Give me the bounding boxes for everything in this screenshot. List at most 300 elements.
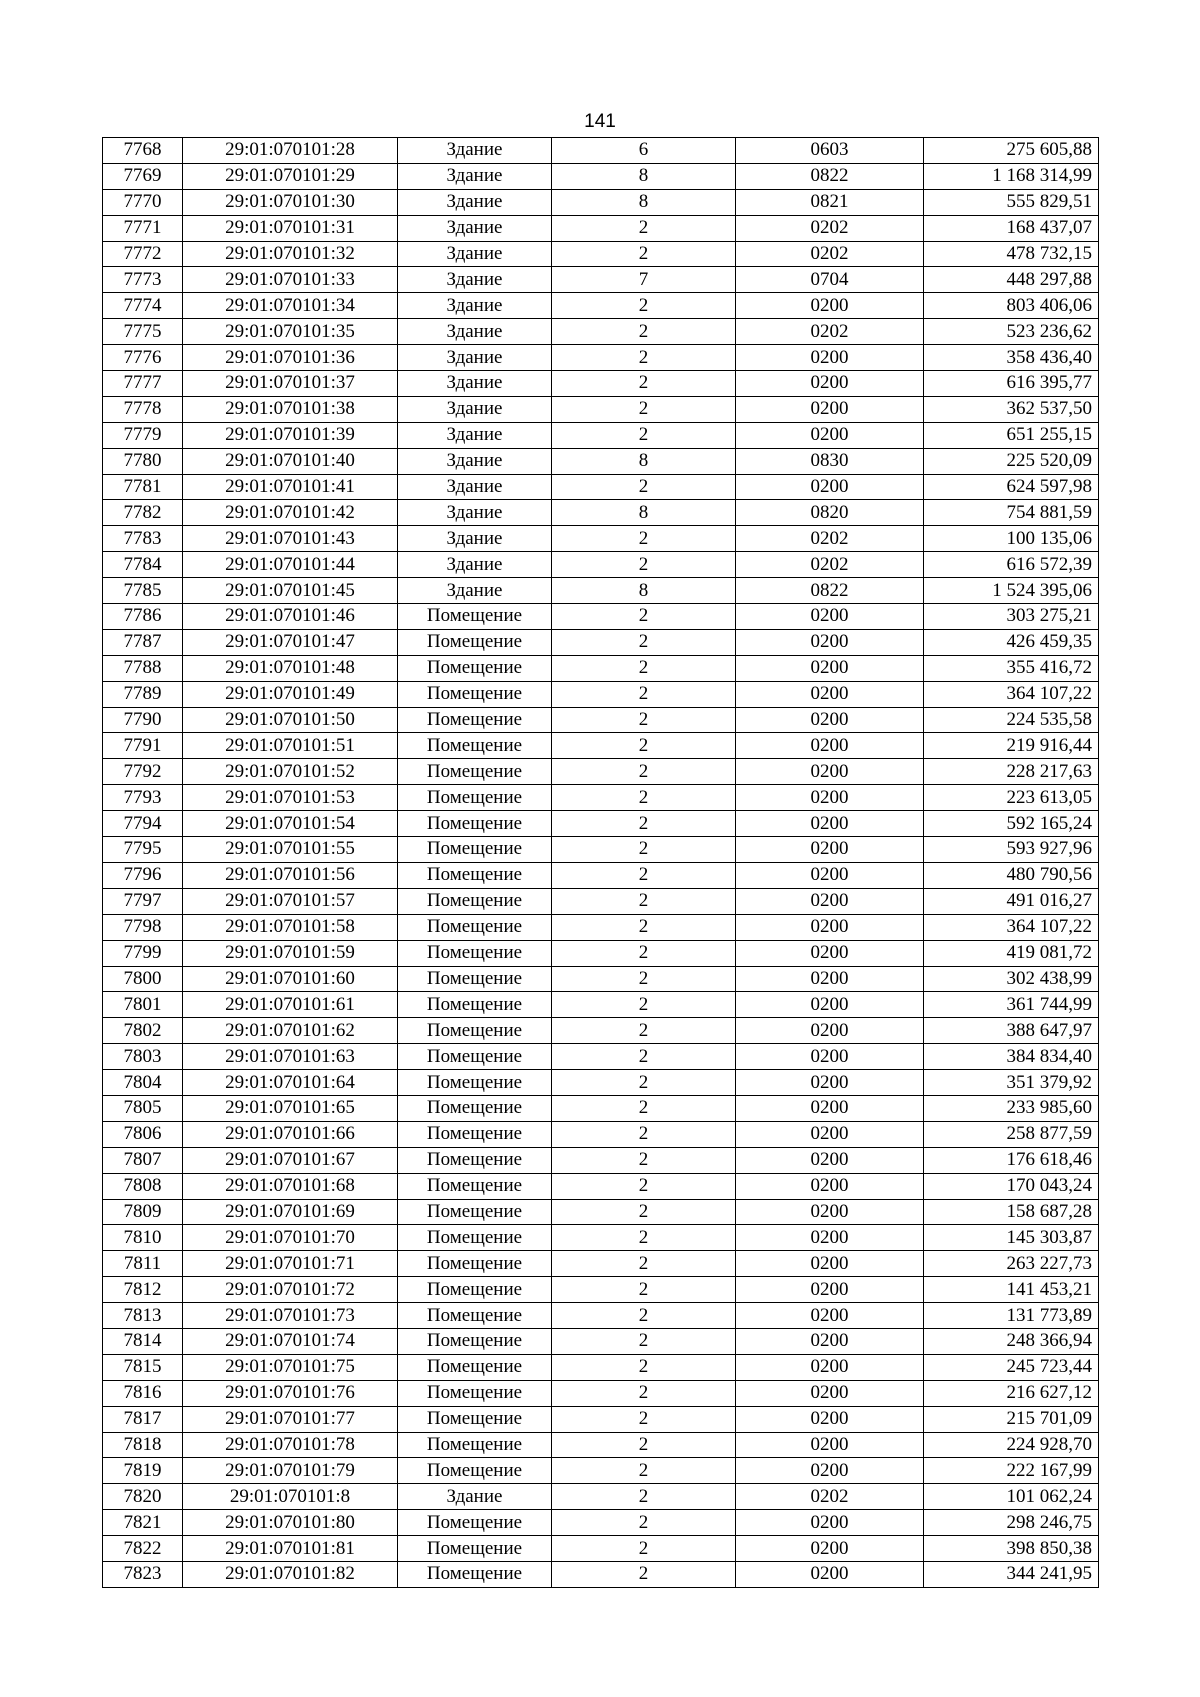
code-cell: 0202 bbox=[736, 552, 924, 578]
group-cell: 2 bbox=[552, 1147, 736, 1173]
cadastral-value-cell: 364 107,22 bbox=[924, 681, 1099, 707]
group-cell: 2 bbox=[552, 966, 736, 992]
cadastral-value-cell: 258 877,59 bbox=[924, 1121, 1099, 1147]
row-number-cell: 7805 bbox=[103, 1095, 183, 1121]
table-row bbox=[103, 1277, 1099, 1303]
cadastral-value-cell: 616 572,39 bbox=[924, 552, 1099, 578]
group-cell: 2 bbox=[552, 319, 736, 345]
table-row bbox=[103, 1380, 1099, 1406]
cadastral-number-cell: 29:01:070101:80 bbox=[183, 1510, 398, 1536]
cadastral-value-cell: 233 985,60 bbox=[924, 1095, 1099, 1121]
group-cell: 2 bbox=[552, 1044, 736, 1070]
code-cell: 0200 bbox=[736, 1303, 924, 1329]
cadastral-value-cell: 223 613,05 bbox=[924, 785, 1099, 811]
row-number-cell: 7786 bbox=[103, 604, 183, 630]
row-number-cell: 7769 bbox=[103, 163, 183, 189]
table-row bbox=[103, 1147, 1099, 1173]
object-type-cell: Помещение bbox=[398, 629, 552, 655]
object-type-cell: Помещение bbox=[398, 1510, 552, 1536]
group-cell: 2 bbox=[552, 1199, 736, 1225]
cadastral-number-cell: 29:01:070101:76 bbox=[183, 1380, 398, 1406]
object-type-cell: Здание bbox=[398, 138, 552, 164]
group-cell: 2 bbox=[552, 1095, 736, 1121]
cadastral-number-cell: 29:01:070101:68 bbox=[183, 1173, 398, 1199]
row-number-cell: 7782 bbox=[103, 500, 183, 526]
cadastral-number-cell: 29:01:070101:33 bbox=[183, 267, 398, 293]
cadastral-value-cell: 426 459,35 bbox=[924, 629, 1099, 655]
cadastral-number-cell: 29:01:070101:43 bbox=[183, 526, 398, 552]
cadastral-value-cell: 358 436,40 bbox=[924, 345, 1099, 371]
table-row bbox=[103, 138, 1099, 164]
cadastral-number-cell: 29:01:070101:75 bbox=[183, 1354, 398, 1380]
cadastral-value-cell: 245 723,44 bbox=[924, 1354, 1099, 1380]
group-cell: 2 bbox=[552, 862, 736, 888]
object-type-cell: Помещение bbox=[398, 966, 552, 992]
cadastral-value-cell: 803 406,06 bbox=[924, 293, 1099, 319]
code-cell: 0202 bbox=[736, 526, 924, 552]
cadastral-number-cell: 29:01:070101:40 bbox=[183, 448, 398, 474]
cadastral-number-cell: 29:01:070101:45 bbox=[183, 578, 398, 604]
cadastral-number-cell: 29:01:070101:8 bbox=[183, 1484, 398, 1510]
code-cell: 0200 bbox=[736, 707, 924, 733]
code-cell: 0200 bbox=[736, 655, 924, 681]
row-number-cell: 7770 bbox=[103, 189, 183, 215]
cadastral-value-cell: 248 366,94 bbox=[924, 1328, 1099, 1354]
table-row bbox=[103, 1536, 1099, 1562]
row-number-cell: 7822 bbox=[103, 1536, 183, 1562]
cadastral-value-cell: 523 236,62 bbox=[924, 319, 1099, 345]
group-cell: 2 bbox=[552, 345, 736, 371]
cadastral-number-cell: 29:01:070101:82 bbox=[183, 1561, 398, 1587]
object-type-cell: Помещение bbox=[398, 940, 552, 966]
cadastral-number-cell: 29:01:070101:72 bbox=[183, 1277, 398, 1303]
code-cell: 0202 bbox=[736, 215, 924, 241]
page-number: 141 bbox=[584, 111, 616, 132]
cadastral-number-cell: 29:01:070101:30 bbox=[183, 189, 398, 215]
code-cell: 0200 bbox=[736, 474, 924, 500]
group-cell: 7 bbox=[552, 267, 736, 293]
object-type-cell: Здание bbox=[398, 1484, 552, 1510]
code-cell: 0200 bbox=[736, 1380, 924, 1406]
group-cell: 8 bbox=[552, 448, 736, 474]
cadastral-value-cell: 480 790,56 bbox=[924, 862, 1099, 888]
row-number-cell: 7775 bbox=[103, 319, 183, 345]
group-cell: 2 bbox=[552, 1328, 736, 1354]
cadastral-value-cell: 302 438,99 bbox=[924, 966, 1099, 992]
code-cell: 0200 bbox=[736, 759, 924, 785]
object-type-cell: Здание bbox=[398, 526, 552, 552]
object-type-cell: Помещение bbox=[398, 992, 552, 1018]
cadastral-value-cell: 101 062,24 bbox=[924, 1484, 1099, 1510]
row-number-cell: 7800 bbox=[103, 966, 183, 992]
object-type-cell: Помещение bbox=[398, 733, 552, 759]
cadastral-value-cell: 168 437,07 bbox=[924, 215, 1099, 241]
table-row bbox=[103, 655, 1099, 681]
cadastral-number-cell: 29:01:070101:70 bbox=[183, 1225, 398, 1251]
code-cell: 0200 bbox=[736, 1277, 924, 1303]
group-cell: 2 bbox=[552, 1432, 736, 1458]
group-cell: 2 bbox=[552, 526, 736, 552]
group-cell: 2 bbox=[552, 1277, 736, 1303]
cadastral-number-cell: 29:01:070101:64 bbox=[183, 1070, 398, 1096]
code-cell: 0200 bbox=[736, 371, 924, 397]
table-row bbox=[103, 474, 1099, 500]
code-cell: 0200 bbox=[736, 1070, 924, 1096]
object-type-cell: Здание bbox=[398, 215, 552, 241]
table-row bbox=[103, 267, 1099, 293]
cadastral-number-cell: 29:01:070101:74 bbox=[183, 1328, 398, 1354]
table-row bbox=[103, 992, 1099, 1018]
row-number-cell: 7789 bbox=[103, 681, 183, 707]
group-cell: 2 bbox=[552, 837, 736, 863]
code-cell: 0200 bbox=[736, 1251, 924, 1277]
object-type-cell: Помещение bbox=[398, 1328, 552, 1354]
row-number-cell: 7791 bbox=[103, 733, 183, 759]
cadastral-number-cell: 29:01:070101:56 bbox=[183, 862, 398, 888]
cadastral-value-cell: 555 829,51 bbox=[924, 189, 1099, 215]
code-cell: 0200 bbox=[736, 1173, 924, 1199]
cadastral-number-cell: 29:01:070101:49 bbox=[183, 681, 398, 707]
cadastral-number-cell: 29:01:070101:35 bbox=[183, 319, 398, 345]
cadastral-value-cell: 216 627,12 bbox=[924, 1380, 1099, 1406]
cadastral-value-cell: 1 524 395,06 bbox=[924, 578, 1099, 604]
cadastral-number-cell: 29:01:070101:63 bbox=[183, 1044, 398, 1070]
code-cell: 0202 bbox=[736, 241, 924, 267]
cadastral-number-cell: 29:01:070101:60 bbox=[183, 966, 398, 992]
code-cell: 0200 bbox=[736, 837, 924, 863]
cadastral-value-cell: 1 168 314,99 bbox=[924, 163, 1099, 189]
object-type-cell: Помещение bbox=[398, 1303, 552, 1329]
row-number-cell: 7768 bbox=[103, 138, 183, 164]
cadastral-number-cell: 29:01:070101:57 bbox=[183, 888, 398, 914]
code-cell: 0200 bbox=[736, 1018, 924, 1044]
group-cell: 2 bbox=[552, 707, 736, 733]
cadastral-number-cell: 29:01:070101:44 bbox=[183, 552, 398, 578]
row-number-cell: 7814 bbox=[103, 1328, 183, 1354]
cadastral-number-cell: 29:01:070101:77 bbox=[183, 1406, 398, 1432]
cadastral-number-cell: 29:01:070101:39 bbox=[183, 422, 398, 448]
cadastral-number-cell: 29:01:070101:62 bbox=[183, 1018, 398, 1044]
row-number-cell: 7788 bbox=[103, 655, 183, 681]
row-number-cell: 7794 bbox=[103, 811, 183, 837]
cadastral-value-cell: 263 227,73 bbox=[924, 1251, 1099, 1277]
row-number-cell: 7795 bbox=[103, 837, 183, 863]
row-number-cell: 7796 bbox=[103, 862, 183, 888]
object-type-cell: Здание bbox=[398, 422, 552, 448]
object-type-cell: Помещение bbox=[398, 1070, 552, 1096]
code-cell: 0200 bbox=[736, 1406, 924, 1432]
row-number-cell: 7798 bbox=[103, 914, 183, 940]
object-type-cell: Помещение bbox=[398, 1277, 552, 1303]
table-row bbox=[103, 189, 1099, 215]
table-row bbox=[103, 1328, 1099, 1354]
object-type-cell: Помещение bbox=[398, 1173, 552, 1199]
group-cell: 2 bbox=[552, 215, 736, 241]
code-cell: 0200 bbox=[736, 1536, 924, 1562]
cadastral-value-cell: 491 016,27 bbox=[924, 888, 1099, 914]
object-type-cell: Помещение bbox=[398, 1018, 552, 1044]
object-type-cell: Помещение bbox=[398, 1354, 552, 1380]
row-number-cell: 7804 bbox=[103, 1070, 183, 1096]
cadastral-value-cell: 448 297,88 bbox=[924, 267, 1099, 293]
table-row bbox=[103, 629, 1099, 655]
cadastral-number-cell: 29:01:070101:37 bbox=[183, 371, 398, 397]
code-cell: 0200 bbox=[736, 396, 924, 422]
object-type-cell: Здание bbox=[398, 474, 552, 500]
code-cell: 0200 bbox=[736, 1225, 924, 1251]
group-cell: 2 bbox=[552, 733, 736, 759]
object-type-cell: Помещение bbox=[398, 811, 552, 837]
cadastral-value-cell: 388 647,97 bbox=[924, 1018, 1099, 1044]
cadastral-number-cell: 29:01:070101:47 bbox=[183, 629, 398, 655]
code-cell: 0603 bbox=[736, 138, 924, 164]
cadastral-value-cell: 145 303,87 bbox=[924, 1225, 1099, 1251]
code-cell: 0200 bbox=[736, 1095, 924, 1121]
code-cell: 0200 bbox=[736, 1044, 924, 1070]
row-number-cell: 7820 bbox=[103, 1484, 183, 1510]
table-row bbox=[103, 578, 1099, 604]
code-cell: 0200 bbox=[736, 914, 924, 940]
group-cell: 6 bbox=[552, 138, 736, 164]
object-type-cell: Помещение bbox=[398, 759, 552, 785]
table-row bbox=[103, 837, 1099, 863]
group-cell: 2 bbox=[552, 1510, 736, 1536]
code-cell: 0200 bbox=[736, 940, 924, 966]
group-cell: 2 bbox=[552, 1018, 736, 1044]
row-number-cell: 7772 bbox=[103, 241, 183, 267]
row-number-cell: 7784 bbox=[103, 552, 183, 578]
group-cell: 2 bbox=[552, 1303, 736, 1329]
row-number-cell: 7785 bbox=[103, 578, 183, 604]
cadastral-number-cell: 29:01:070101:53 bbox=[183, 785, 398, 811]
row-number-cell: 7802 bbox=[103, 1018, 183, 1044]
cadastral-number-cell: 29:01:070101:78 bbox=[183, 1432, 398, 1458]
code-cell: 0822 bbox=[736, 163, 924, 189]
row-number-cell: 7815 bbox=[103, 1354, 183, 1380]
group-cell: 2 bbox=[552, 1380, 736, 1406]
cadastral-value-cell: 225 520,09 bbox=[924, 448, 1099, 474]
row-number-cell: 7797 bbox=[103, 888, 183, 914]
cadastral-number-cell: 29:01:070101:58 bbox=[183, 914, 398, 940]
object-type-cell: Здание bbox=[398, 189, 552, 215]
object-type-cell: Здание bbox=[398, 500, 552, 526]
code-cell: 0200 bbox=[736, 733, 924, 759]
cadastral-number-cell: 29:01:070101:59 bbox=[183, 940, 398, 966]
object-type-cell: Помещение bbox=[398, 1095, 552, 1121]
object-type-cell: Здание bbox=[398, 552, 552, 578]
object-type-cell: Помещение bbox=[398, 1225, 552, 1251]
object-type-cell: Помещение bbox=[398, 1251, 552, 1277]
cadastral-value-cell: 592 165,24 bbox=[924, 811, 1099, 837]
cadastral-value-cell: 419 081,72 bbox=[924, 940, 1099, 966]
row-number-cell: 7816 bbox=[103, 1380, 183, 1406]
code-cell: 0830 bbox=[736, 448, 924, 474]
row-number-cell: 7819 bbox=[103, 1458, 183, 1484]
cadastral-value-cell: 362 537,50 bbox=[924, 396, 1099, 422]
table-row bbox=[103, 604, 1099, 630]
row-number-cell: 7783 bbox=[103, 526, 183, 552]
code-cell: 0200 bbox=[736, 1121, 924, 1147]
cadastral-number-cell: 29:01:070101:42 bbox=[183, 500, 398, 526]
code-cell: 0200 bbox=[736, 1561, 924, 1587]
cadastral-number-cell: 29:01:070101:29 bbox=[183, 163, 398, 189]
group-cell: 2 bbox=[552, 1561, 736, 1587]
row-number-cell: 7773 bbox=[103, 267, 183, 293]
code-cell: 0200 bbox=[736, 1328, 924, 1354]
object-type-cell: Здание bbox=[398, 267, 552, 293]
table-row bbox=[103, 163, 1099, 189]
cadastral-number-cell: 29:01:070101:38 bbox=[183, 396, 398, 422]
group-cell: 2 bbox=[552, 811, 736, 837]
row-number-cell: 7799 bbox=[103, 940, 183, 966]
cadastral-value-cell: 100 135,06 bbox=[924, 526, 1099, 552]
row-number-cell: 7774 bbox=[103, 293, 183, 319]
cadastral-number-cell: 29:01:070101:36 bbox=[183, 345, 398, 371]
table-row bbox=[103, 241, 1099, 267]
object-type-cell: Здание bbox=[398, 578, 552, 604]
row-number-cell: 7811 bbox=[103, 1251, 183, 1277]
table-row bbox=[103, 1070, 1099, 1096]
code-cell: 0200 bbox=[736, 1199, 924, 1225]
cadastral-value-cell: 616 395,77 bbox=[924, 371, 1099, 397]
code-cell: 0200 bbox=[736, 345, 924, 371]
group-cell: 2 bbox=[552, 888, 736, 914]
object-type-cell: Помещение bbox=[398, 785, 552, 811]
table-row bbox=[103, 293, 1099, 319]
row-number-cell: 7808 bbox=[103, 1173, 183, 1199]
cadastral-number-cell: 29:01:070101:66 bbox=[183, 1121, 398, 1147]
object-type-cell: Здание bbox=[398, 448, 552, 474]
object-type-cell: Здание bbox=[398, 241, 552, 267]
code-cell: 0200 bbox=[736, 1147, 924, 1173]
cadastral-value-cell: 222 167,99 bbox=[924, 1458, 1099, 1484]
object-type-cell: Помещение bbox=[398, 862, 552, 888]
table-row bbox=[103, 1121, 1099, 1147]
object-type-cell: Здание bbox=[398, 163, 552, 189]
code-cell: 0200 bbox=[736, 785, 924, 811]
cadastral-number-cell: 29:01:070101:69 bbox=[183, 1199, 398, 1225]
group-cell: 2 bbox=[552, 474, 736, 500]
cadastral-number-cell: 29:01:070101:54 bbox=[183, 811, 398, 837]
group-cell: 2 bbox=[552, 759, 736, 785]
table-row bbox=[103, 888, 1099, 914]
cadastral-value-cell: 158 687,28 bbox=[924, 1199, 1099, 1225]
table-row bbox=[103, 1510, 1099, 1536]
row-number-cell: 7823 bbox=[103, 1561, 183, 1587]
group-cell: 8 bbox=[552, 578, 736, 604]
object-type-cell: Помещение bbox=[398, 837, 552, 863]
group-cell: 2 bbox=[552, 914, 736, 940]
row-number-cell: 7790 bbox=[103, 707, 183, 733]
code-cell: 0200 bbox=[736, 293, 924, 319]
row-number-cell: 7776 bbox=[103, 345, 183, 371]
table-row bbox=[103, 1225, 1099, 1251]
row-number-cell: 7803 bbox=[103, 1044, 183, 1070]
table-row bbox=[103, 940, 1099, 966]
table-row bbox=[103, 215, 1099, 241]
object-type-cell: Помещение bbox=[398, 707, 552, 733]
row-number-cell: 7778 bbox=[103, 396, 183, 422]
table-row bbox=[103, 733, 1099, 759]
code-cell: 0202 bbox=[736, 319, 924, 345]
row-number-cell: 7793 bbox=[103, 785, 183, 811]
row-number-cell: 7818 bbox=[103, 1432, 183, 1458]
group-cell: 8 bbox=[552, 189, 736, 215]
code-cell: 0200 bbox=[736, 681, 924, 707]
cadastral-value-cell: 298 246,75 bbox=[924, 1510, 1099, 1536]
cadastral-value-cell: 275 605,88 bbox=[924, 138, 1099, 164]
table-row bbox=[103, 862, 1099, 888]
group-cell: 2 bbox=[552, 1251, 736, 1277]
table-row bbox=[103, 1484, 1099, 1510]
group-cell: 2 bbox=[552, 1484, 736, 1510]
cadastral-value-table bbox=[102, 137, 1099, 1588]
cadastral-value-cell: 361 744,99 bbox=[924, 992, 1099, 1018]
row-number-cell: 7813 bbox=[103, 1303, 183, 1329]
cadastral-number-cell: 29:01:070101:71 bbox=[183, 1251, 398, 1277]
row-number-cell: 7780 bbox=[103, 448, 183, 474]
row-number-cell: 7810 bbox=[103, 1225, 183, 1251]
cadastral-number-cell: 29:01:070101:73 bbox=[183, 1303, 398, 1329]
cadastral-number-cell: 29:01:070101:51 bbox=[183, 733, 398, 759]
cadastral-value-cell: 176 618,46 bbox=[924, 1147, 1099, 1173]
cadastral-value-cell: 303 275,21 bbox=[924, 604, 1099, 630]
code-cell: 0822 bbox=[736, 578, 924, 604]
table-row bbox=[103, 1303, 1099, 1329]
code-cell: 0200 bbox=[736, 888, 924, 914]
object-type-cell: Помещение bbox=[398, 1561, 552, 1587]
cadastral-value-cell: 384 834,40 bbox=[924, 1044, 1099, 1070]
cadastral-value-cell: 355 416,72 bbox=[924, 655, 1099, 681]
code-cell: 0200 bbox=[736, 1354, 924, 1380]
group-cell: 2 bbox=[552, 785, 736, 811]
cadastral-value-cell: 351 379,92 bbox=[924, 1070, 1099, 1096]
table-row bbox=[103, 396, 1099, 422]
object-type-cell: Здание bbox=[398, 319, 552, 345]
cadastral-number-cell: 29:01:070101:61 bbox=[183, 992, 398, 1018]
object-type-cell: Помещение bbox=[398, 1536, 552, 1562]
group-cell: 2 bbox=[552, 992, 736, 1018]
table-row bbox=[103, 707, 1099, 733]
object-type-cell: Здание bbox=[398, 345, 552, 371]
row-number-cell: 7801 bbox=[103, 992, 183, 1018]
table-row bbox=[103, 1406, 1099, 1432]
group-cell: 8 bbox=[552, 163, 736, 189]
code-cell: 0200 bbox=[736, 422, 924, 448]
cadastral-number-cell: 29:01:070101:28 bbox=[183, 138, 398, 164]
table-row bbox=[103, 1199, 1099, 1225]
cadastral-number-cell: 29:01:070101:31 bbox=[183, 215, 398, 241]
group-cell: 2 bbox=[552, 552, 736, 578]
object-type-cell: Помещение bbox=[398, 681, 552, 707]
row-number-cell: 7809 bbox=[103, 1199, 183, 1225]
cadastral-number-cell: 29:01:070101:81 bbox=[183, 1536, 398, 1562]
group-cell: 2 bbox=[552, 1173, 736, 1199]
group-cell: 2 bbox=[552, 1406, 736, 1432]
cadastral-number-cell: 29:01:070101:34 bbox=[183, 293, 398, 319]
table-row bbox=[103, 785, 1099, 811]
table-row bbox=[103, 1018, 1099, 1044]
object-type-cell: Помещение bbox=[398, 1044, 552, 1070]
cadastral-value-cell: 593 927,96 bbox=[924, 837, 1099, 863]
object-type-cell: Здание bbox=[398, 371, 552, 397]
object-type-cell: Помещение bbox=[398, 888, 552, 914]
cadastral-value-cell: 170 043,24 bbox=[924, 1173, 1099, 1199]
group-cell: 2 bbox=[552, 293, 736, 319]
code-cell: 0200 bbox=[736, 604, 924, 630]
table-row bbox=[103, 1432, 1099, 1458]
cadastral-value-cell: 364 107,22 bbox=[924, 914, 1099, 940]
